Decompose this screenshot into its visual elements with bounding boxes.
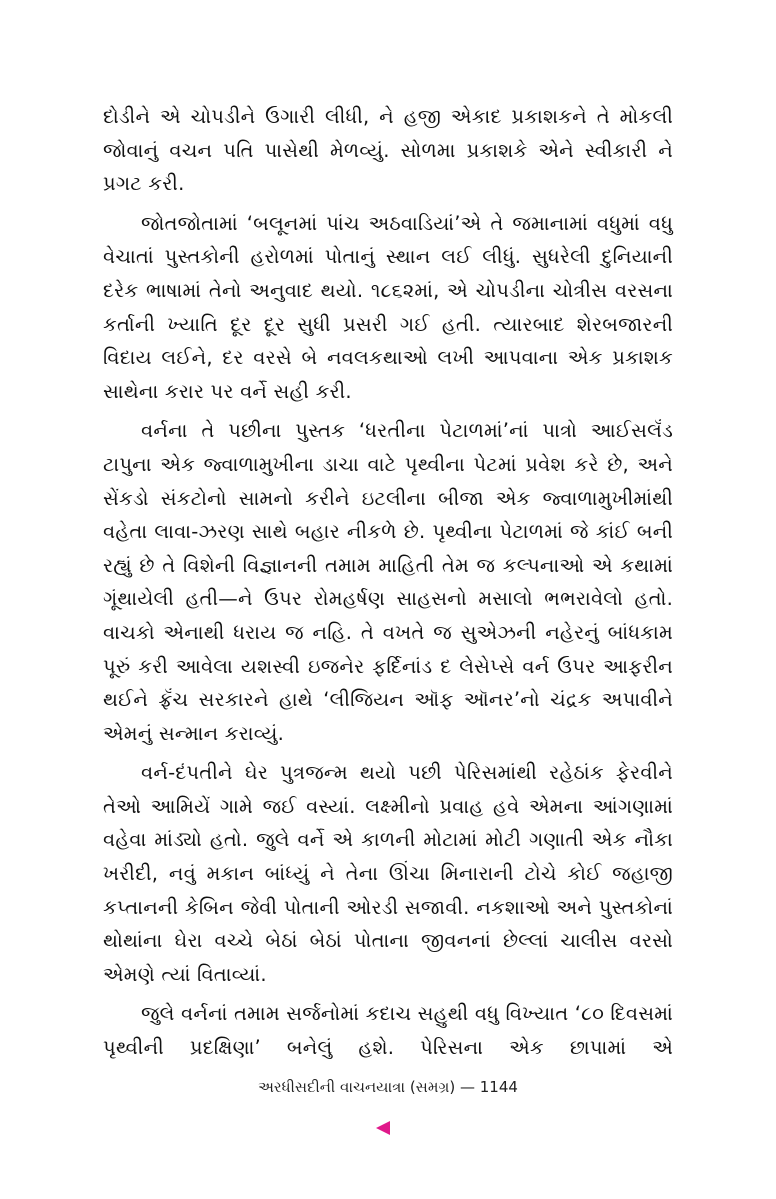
paragraph-3: વર્નના તે પછીના પુસ્તક ‘ધરતીના પેટાળમાં’નાં પાત્રો આઈસલૅંડ ટાપુના એક જ્વાળામુખીના ડાચા વાટે પૃથ્વીના પેટમાં પ્રવેશ કરે છે, અને સેંકડો સંકટોનો સામનો કરીને ઇટલીના બીજા એક જ્વાળામુખીમાંથી વહેતા લાવા-ઝરણ સાથે બહાર નીકળે છે. પૃથ્વીના પેટાળમાં જે કાંઈ બની રહ્યું છે તે વિશેની વિજ્ઞાનની તમામ માહિતી તેમ જ કલ્પનાઓ એ કથામાં ગૂંથાયેલી હતી—ને ઉપર રોમહર્ષણ સાહસનો મસાલો ભભરાવેલો હતો. વાચકો એનાથી ધરાય જ નહિ. તે વખતે જ સુએઝની નહેરનું બાંધકામ પૂરું કરી આવેલા યશસ્વી ઇજનેર ફર્દિનાંડ દ લેસેપ્સે વર્ન ઉપર આફરીન થઈને ફ્રૅંચ સરકારને હાથે ‘લીજિયન ઑફ ઑનર’નો ચંદ્રક અપાવીને એમનું સન્માન કરાવ્યું.: [103, 419, 673, 745]
page-footer: અરધીસદીની વાચનયાત્રા (સમગ્ર) — 1144: [258, 1078, 518, 1096]
paragraph-4: વર્ન-દંપતીને ઘેર પુત્રજન્મ થયો પછી પેરિસમાંથી રહેઠાંક ફેરવીને તેઓ આમિયેં ગામે જઈ વસ્યાં. લક્ષ્મીનો પ્રવાહ હવે એમના આંગણામાં વહેવા માંડ્યો હતો. જુલે વર્ને એ કાળની મોટામાં મોટી ગણાતી એક નૌકા ખરીદી, નવું મકાન બાંધ્યું ને તેના ઊંચા મિનારાની ટોચે કોઈ જહાજી કપ્તાનની કેબિન જેવી પોતાની ઓરડી સજાવી. નકશાઓ અને પુસ્તકોનાં થોથાંના ઘેરા વચ્ચે બેઠાં બેઠાં પોતાના જીવનનાં છેલ્લાં ચાલીસ વરસો એમણે ત્યાં વિતાવ્યાં.: [103, 761, 673, 986]
previous-page-icon[interactable]: [376, 1121, 390, 1135]
paragraph-2: જોતજોતામાં ‘બલૂનમાં પાંચ અઠવાડિયાં’એ તે જમાનામાં વધુમાં વધુ વેચાતાં પુસ્તકોની હરોળમાં પોતાનું સ્થાન લઈ લીધું. સુધરેલી દુનિયાની દરેક ભાષામાં તેનો અનુવાદ થયો. ૧૮૬૨માં, એ ચોપડીના ચોત્રીસ વરસના કર્તાની ખ્યાતિ દૂર દૂર સુધી પ્રસરી ગઈ હતી. ત્યારબાદ શેરબજારની વિદાય લઈને, દર વરસે બે નવલકથાઓ લખી આપવાના એક પ્રકાશક સાથેના કરાર પર વર્ને સહી કરી.: [103, 211, 673, 403]
page-body: [103, 100, 673, 1071]
paragraph-1: દોડીને એ ચોપડીને ઉગારી લીધી, ને હજી એકાદ પ્રકાશકને તે મોકલી જોવાનું વચન પતિ પાસેથી મેળવ્યું. સોળમા પ્રકાશકે એને સ્વીકારી ને પ્રગટ કરી.: [103, 105, 673, 196]
paragraph-5: જુલે વર્નનાં તમામ સર્જનોમાં કદાચ સહુથી વધુ વિખ્યાત ‘૮૦ દિવસમાં પૃથ્વીની પ્રદક્ષિણા’ બનેલું હશે. પેરિસના એક છાપામાં એ: [103, 1002, 673, 1060]
